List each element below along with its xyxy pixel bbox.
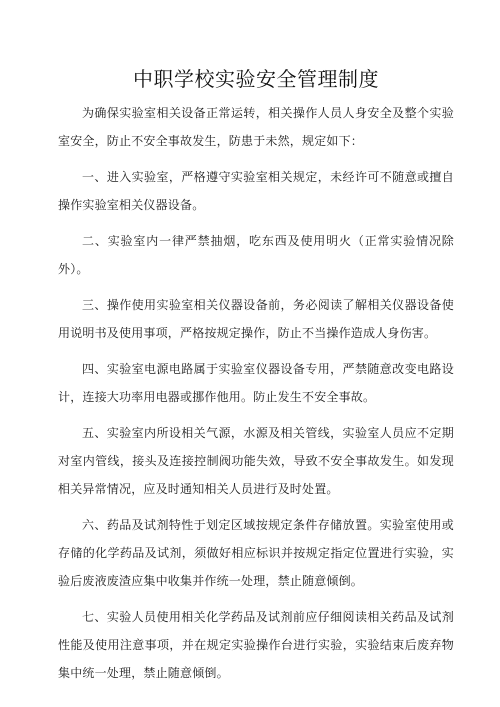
document-body bbox=[58, 99, 454, 687]
rule-2-paragraph: 二、实验室内一律严禁抽烟，吃东西及使用明火（正常实验情况除外）。 bbox=[58, 234, 454, 276]
rule-3-paragraph: 三、操作使用实验室相关仪器设备前，务必阅读了解相关仪器设备使用说明书及使用事项，严格按规定操作，防止不当操作造成人身伤害。 bbox=[58, 298, 454, 340]
rule-4-paragraph: 四、实验室电源电路属于实验室仪器设备专用，严禁随意改变电路设计，连接大功率用电器或挪作他用。防止发生不安全事故。 bbox=[58, 362, 454, 404]
intro-paragraph: 为确保实验室相关设备正常运转，相关操作人员人身安全及整个实验室安全，防止不安全事故发生，防患于未然，规定如下： bbox=[58, 106, 454, 148]
rule-6-paragraph: 六、药品及试剂特性于划定区域按规定条件存储放置。实验室使用或存储的化学药品及试剂，须做好相应标识并按规定指定位置进行实验，实验后废液废渣应集中收集并作统一处理，禁止随意倾倒。 bbox=[58, 518, 454, 588]
rule-5-paragraph: 五、实验室内所设相关气源，水源及相关管线，实验室人员应不定期对室内管线，接头及连接控制阀功能失效，导致不安全事故发生。如发现相关异常情况，应及时通知相关人员进行及时处置。 bbox=[58, 426, 454, 496]
rule-1-paragraph: 一、进入实验室，严格遵守实验室相关规定，未经许可不随意或擅自操作实验室相关仪器设备。 bbox=[58, 170, 454, 212]
document-title: 中职学校实验安全管理制度 bbox=[133, 67, 379, 91]
rule-7-paragraph: 七、实验人员使用相关化学药品及试剂前应仔细阅读相关药品及试剂性能及使用注意事项，并在规定实验操作台进行实验，实验结束后废弃物集中统一处理，禁止随意倾倒。 bbox=[58, 610, 454, 680]
